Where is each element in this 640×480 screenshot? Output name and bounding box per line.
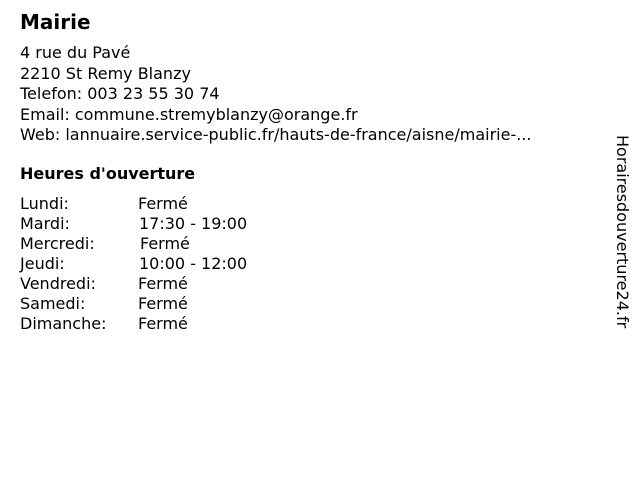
day-label: Dimanche: (20, 314, 107, 333)
day-label: Mardi: (20, 214, 70, 233)
day-hours: Fermé (138, 194, 188, 213)
hours-row-saturday (20, 294, 320, 314)
opening-hours-table (20, 194, 320, 334)
day-label: Jeudi: (20, 254, 65, 273)
hours-row-sunday (20, 314, 320, 334)
day-hours: Fermé (140, 234, 190, 253)
day-label: Lundi: (20, 194, 69, 213)
day-hours: Fermé (138, 314, 188, 333)
day-hours: Fermé (138, 274, 188, 293)
hours-row-tuesday (20, 214, 320, 234)
day-label: Mercredi: (20, 234, 95, 253)
opening-hours-heading: Heures d'ouverture (20, 164, 196, 183)
page-title: Mairie (20, 10, 91, 34)
address-block (20, 43, 531, 146)
day-label: Samedi: (20, 294, 86, 313)
hours-row-wednesday (20, 234, 320, 254)
phone-number: Telefon: 003 23 55 30 74 (20, 84, 220, 103)
day-label: Vendredi: (20, 274, 96, 293)
day-hours: Fermé (138, 294, 188, 313)
hours-row-thursday (20, 254, 320, 274)
street-address: 4 rue du Pavé (20, 43, 131, 62)
city-address: 2210 St Remy Blanzy (20, 63, 191, 83)
hours-row-monday (20, 194, 320, 214)
hours-row-friday (20, 274, 320, 294)
day-hours: 10:00 - 12:00 (139, 254, 248, 273)
email-address: Email: commune.stremyblanzy@orange.fr (20, 104, 358, 124)
website-link: Web: lannuaire.service-public.fr/hauts-de-france/aisne/mairie-... (20, 125, 532, 144)
site-watermark: Horairesdouverture24.fr (613, 135, 632, 329)
day-hours: 17:30 - 19:00 (139, 214, 248, 233)
